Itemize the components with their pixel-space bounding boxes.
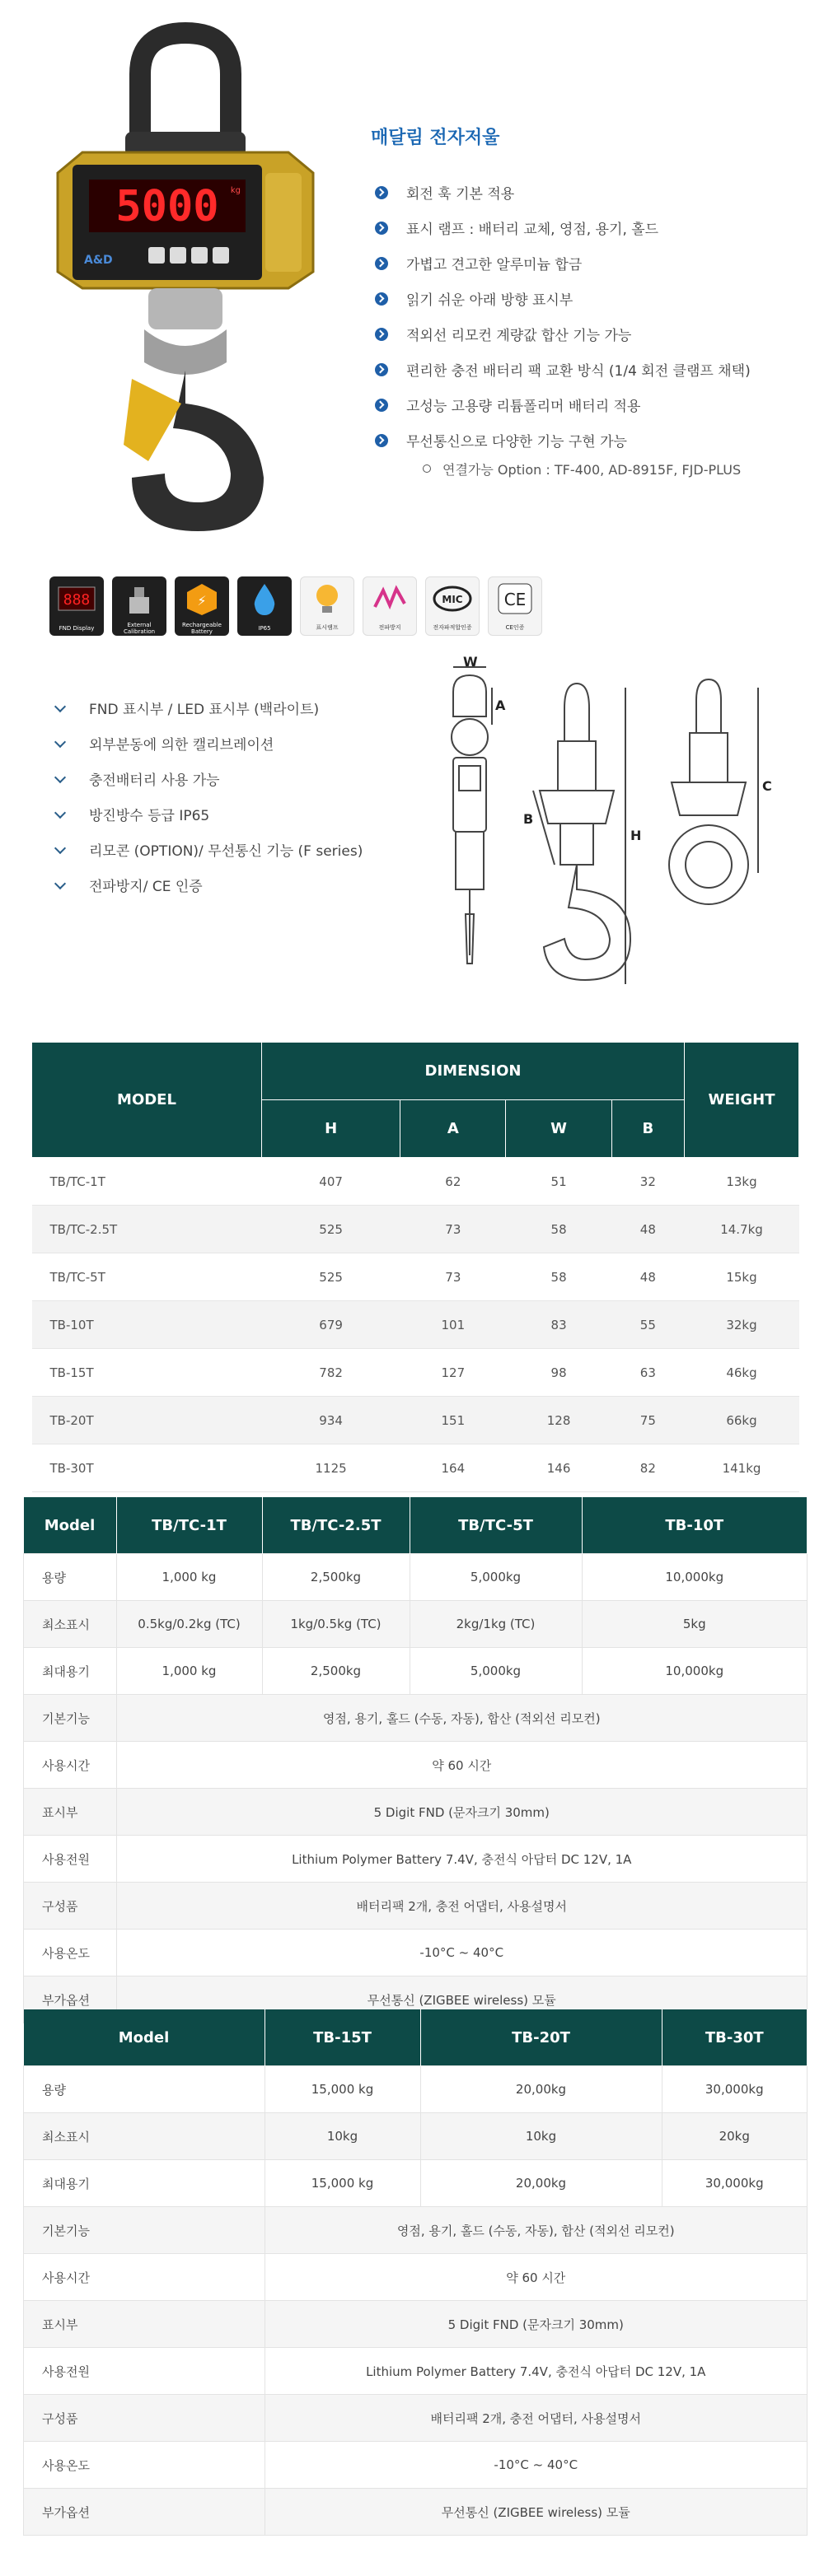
- table-row: 사용시간 약 60 시간: [24, 2254, 808, 2301]
- table-row: 사용온도 -10°C ~ 40°C: [24, 1930, 808, 1976]
- table-row: TB-20T 934 151 128 75 66kg: [32, 1397, 799, 1444]
- table-row: 표시부 5 Digit FND (문자크기 30mm): [24, 1789, 808, 1836]
- table-row: TB/TC-5T 525 73 58 48 15kg: [32, 1253, 799, 1301]
- lamp-icon: 표시램프: [300, 576, 354, 636]
- rechargeable-battery-icon: ⚡ Rechargeable Battery: [175, 576, 229, 636]
- circle-icon: [423, 464, 431, 473]
- chevron-down-icon: [54, 700, 66, 712]
- feature-item: 전파방지/ CE 인증: [49, 867, 363, 903]
- table-row: 최소표시 10kg 10kg 20kg: [24, 2113, 808, 2160]
- table-row: 사용전원 Lithium Polymer Battery 7.4V, 충전식 아답터 DC 12V, 1A: [24, 2348, 808, 2395]
- ce-icon: CE CE인증: [488, 576, 542, 636]
- svg-text:CE: CE: [503, 590, 527, 610]
- table-row: TB-30T 1125 164 146 82 141kg: [32, 1444, 799, 1492]
- table-row: 최소표시 0.5kg/0.2kg (TC) 1kg/0.5kg (TC) 2kg/1kg (TC) 5kg: [24, 1601, 808, 1648]
- dimension-table: [31, 1042, 799, 1492]
- feature-item: 편리한 충전 배터리 팩 교환 방식 (1/4 회전 클램프 채택): [375, 352, 803, 387]
- anti-emi-icon: 전파방지: [363, 576, 417, 636]
- dimension-header: DIMENSION: [262, 1043, 685, 1100]
- table-row: 용량 15,000 kg 20,00kg 30,000kg: [24, 2066, 808, 2113]
- feature-item: 적외선 리모컨 계량값 합산 기능 가능: [375, 316, 803, 352]
- chevron-down-icon: [54, 877, 66, 889]
- model-header: MODEL: [32, 1043, 262, 1158]
- table-row: 사용시간 약 60 시간: [24, 1742, 808, 1789]
- feature-item: 방진방수 등급 IP65: [49, 796, 363, 832]
- bullet-icon: [375, 222, 388, 235]
- chevron-down-icon: [54, 806, 66, 818]
- table-row: TB/TC-1T 407 62 51 32 13kg: [32, 1158, 799, 1206]
- feature-item: 고성능 고용량 리튬폴리머 배터리 적용: [375, 387, 803, 422]
- bullet-icon: [375, 257, 388, 270]
- svg-text:888: 888: [63, 591, 91, 609]
- table-header-row: Model TB/TC-1T TB/TC-2.5T TB/TC-5T TB-10T: [24, 1497, 808, 1554]
- label-b: B: [523, 811, 534, 827]
- table-header-row: Model TB-15T TB-20T TB-30T: [24, 2009, 808, 2066]
- chevron-down-icon: [54, 842, 66, 853]
- table-row: 최대용기 1,000 kg 2,500kg 5,000kg 10,000kg: [24, 1648, 808, 1695]
- product-title: 매달림 전자저울: [371, 128, 500, 148]
- feature-item: 회전 훅 기본 적용: [375, 175, 803, 210]
- feature-list: [375, 175, 803, 479]
- feature-icons-row: [49, 576, 542, 636]
- table-row: 부가옵션 무선통신 (ZIGBEE wireless) 모듈: [24, 1976, 808, 2023]
- table-row: 표시부 5 Digit FND (문자크기 30mm): [24, 2301, 808, 2348]
- chevron-down-icon: [54, 771, 66, 782]
- chevron-down-icon: [54, 735, 66, 747]
- label-a: A: [495, 698, 506, 713]
- header-w: W: [506, 1100, 611, 1158]
- header-b: B: [611, 1100, 684, 1158]
- external-calibration-icon: External Calibration: [112, 576, 166, 636]
- bullet-icon: [375, 399, 388, 412]
- bullet-icon: [375, 186, 388, 199]
- table-row: 구성품 배터리팩 2개, 충전 어댑터, 사용설명서: [24, 2395, 808, 2442]
- ip65-icon: IP65: [237, 576, 292, 636]
- feature-item: 충전배터리 사용 가능: [49, 761, 363, 796]
- table-row: 기본기능 영점, 용기, 홀드 (수동, 자동), 합산 (적외선 리모컨): [24, 2207, 808, 2254]
- table-row: TB-15T 782 127 98 63 46kg: [32, 1349, 799, 1397]
- crane-scale-image: [49, 16, 321, 544]
- header-a: A: [400, 1100, 506, 1158]
- sub-feature-item: 연결가능 Option : TF-400, AD-8915F, FJD-PLUS: [423, 458, 803, 479]
- svg-text:kg: kg: [230, 186, 241, 195]
- feature-item: 리모콘 (OPTION)/ 무선통신 기능 (F series): [49, 832, 363, 867]
- spec-table-2: [23, 2009, 808, 2536]
- feature-item: 가볍고 견고한 알루미늄 합금: [375, 245, 803, 281]
- label-c: C: [762, 778, 772, 794]
- bullet-icon: [375, 434, 388, 447]
- weight-header: WEIGHT: [685, 1043, 799, 1158]
- table-row: 기본기능 영점, 용기, 홀드 (수동, 자동), 합산 (적외선 리모컨): [24, 1695, 808, 1742]
- dimension-diagram: [424, 654, 791, 1005]
- label-w: W: [463, 654, 478, 670]
- svg-text:A&D: A&D: [84, 254, 113, 267]
- table-row: 사용전원 Lithium Polymer Battery 7.4V, 충전식 아답터 DC 12V, 1A: [24, 1836, 808, 1883]
- table-row: 부가옵션 무선통신 (ZIGBEE wireless) 모듈: [24, 2489, 808, 2536]
- bullet-icon: [375, 328, 388, 341]
- table-row: TB/TC-2.5T 525 73 58 48 14.7kg: [32, 1206, 799, 1253]
- bullet-icon: [375, 363, 388, 376]
- header-h: H: [262, 1100, 400, 1158]
- spec-table-1: [23, 1497, 808, 2023]
- svg-text:MIC: MIC: [442, 594, 463, 606]
- table-row: 사용온도 -10°C ~ 40°C: [24, 2442, 808, 2489]
- fnd-display-icon: 888 FND Display: [49, 576, 104, 636]
- mic-icon: MIC 전자파적합인증: [425, 576, 480, 636]
- table-row: 용량 1,000 kg 2,500kg 5,000kg 10,000kg: [24, 1554, 808, 1601]
- svg-text:⚡: ⚡: [197, 593, 207, 609]
- bullet-icon: [375, 292, 388, 306]
- table-row: TB-10T 679 101 83 55 32kg: [32, 1301, 799, 1349]
- feature-item: 무선통신으로 다양한 기능 구현 가능: [375, 422, 803, 458]
- feature-item: 외부분동에 의한 캘리브레이션: [49, 726, 363, 761]
- table-row: 구성품 배터리팩 2개, 충전 어댑터, 사용설명서: [24, 1883, 808, 1930]
- svg-text:5000: 5000: [115, 182, 219, 231]
- label-h: H: [630, 828, 642, 843]
- table-row: 최대용기 15,000 kg 20,00kg 30,000kg: [24, 2160, 808, 2207]
- feature-item: FND 표시부 / LED 표시부 (백라이트): [49, 690, 363, 726]
- feature-list-2: [49, 690, 363, 903]
- feature-item: 읽기 쉬운 아래 방향 표시부: [375, 281, 803, 316]
- feature-item: 표시 램프 : 배터리 교체, 영점, 용기, 홀드: [375, 210, 803, 245]
